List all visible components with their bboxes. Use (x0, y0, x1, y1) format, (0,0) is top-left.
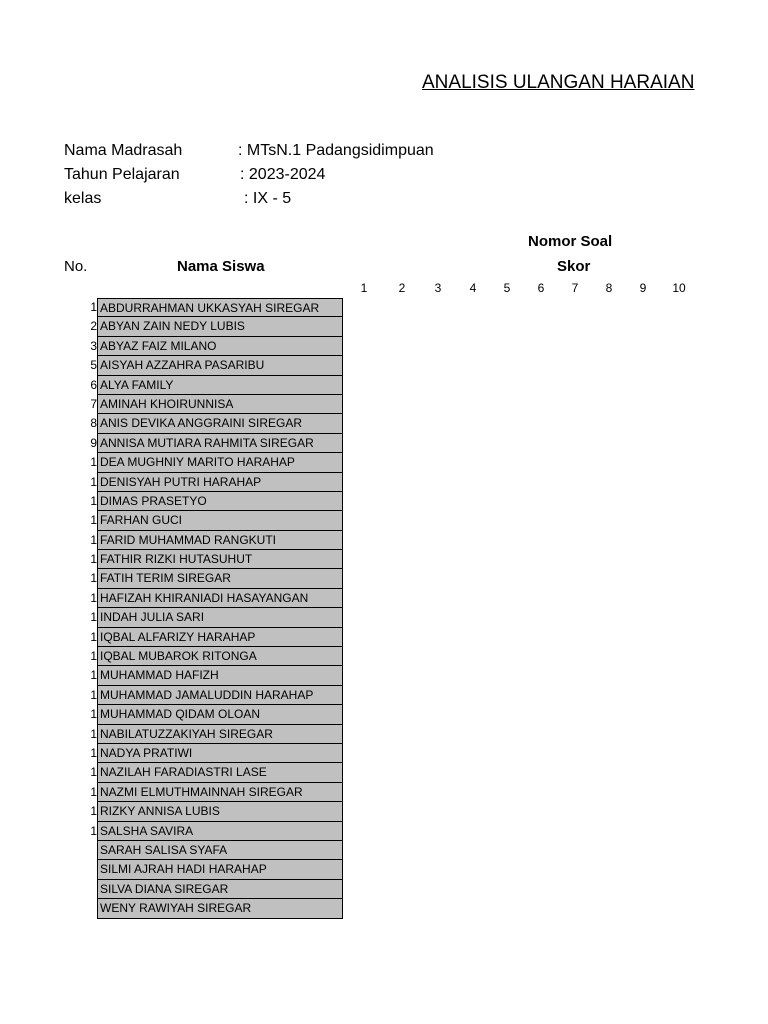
skor-header: Skor (557, 258, 591, 275)
student-row (72, 317, 345, 336)
student-name: HAFIZAH KHIRANIADI HASAYANGAN (97, 589, 343, 608)
student-name: MUHAMMAD JAMALUDDIN HARAHAP (97, 686, 343, 705)
no-header: No. (64, 258, 88, 275)
student-name: SALSHA SAVIRA (97, 822, 343, 841)
student-number (72, 841, 97, 860)
student-number: 8 (90, 416, 97, 431)
student-name: MUHAMMAD QIDAM OLOAN (97, 705, 343, 724)
kelas-label: kelas (64, 190, 102, 207)
student-row (72, 666, 345, 685)
student-row (72, 395, 345, 414)
student-number: 1 (90, 804, 97, 819)
student-row (72, 453, 345, 472)
student-name: ALYA FAMILY (97, 376, 343, 395)
student-row (72, 647, 345, 666)
student-row (72, 298, 345, 317)
student-number: 3 (90, 338, 97, 353)
student-number: 1 (90, 726, 97, 741)
question-number: 9 (639, 281, 647, 295)
student-number: 1 (90, 707, 97, 722)
student-number: 1 (90, 649, 97, 664)
student-name: AMINAH KHOIRUNNISA (97, 395, 343, 414)
student-row (72, 880, 345, 899)
student-name: DENISYAH PUTRI HARAHAP (97, 473, 343, 492)
student-name: FARHAN GUCI (97, 511, 343, 530)
question-number: 5 (503, 281, 511, 295)
student-row (72, 414, 345, 433)
tahun-value: : 2023-2024 (240, 166, 326, 183)
student-name: IQBAL MUBAROK RITONGA (97, 647, 343, 666)
student-row (72, 376, 345, 395)
student-number: 1 (90, 474, 97, 489)
student-name: WENY RAWIYAH SIREGAR (97, 899, 343, 918)
student-row (72, 822, 345, 841)
document-title: ANALISIS ULANGAN HARAIAN (422, 72, 695, 93)
student-row (72, 802, 345, 821)
student-row (72, 841, 345, 860)
student-row (72, 434, 345, 453)
student-row (72, 705, 345, 724)
student-number: 1 (90, 552, 97, 567)
student-name: DEA MUGHNIY MARITO HARAHAP (97, 453, 343, 472)
student-row (72, 473, 345, 492)
question-number: 1 (360, 281, 368, 295)
student-number: 9 (90, 435, 97, 450)
student-row (72, 608, 345, 627)
student-name: NADYA PRATIWI (97, 744, 343, 763)
student-name: NABILATUZZAKIYAH SIREGAR (97, 725, 343, 744)
student-number: 1 (90, 687, 97, 702)
student-name: SILVA DIANA SIREGAR (97, 880, 343, 899)
student-row (72, 492, 345, 511)
student-row (72, 531, 345, 550)
question-number: 3 (434, 281, 442, 295)
student-number: 1 (90, 745, 97, 760)
question-number: 4 (469, 281, 477, 295)
student-number (72, 860, 97, 879)
student-name: ANIS DEVIKA ANGGRAINI SIREGAR (97, 414, 343, 433)
question-number: 10 (672, 281, 686, 295)
student-row (72, 899, 345, 918)
student-name: INDAH JULIA SARI (97, 608, 343, 627)
student-name: ABYAZ FAIZ MILANO (97, 337, 343, 356)
student-number: 1 (90, 455, 97, 470)
student-row (72, 511, 345, 530)
tahun-label: Tahun Pelajaran (64, 166, 180, 183)
student-name: AISYAH AZZAHRA PASARIBU (97, 356, 343, 375)
student-number: 1 (90, 610, 97, 625)
student-number: 1 (90, 513, 97, 528)
student-number (72, 880, 97, 899)
student-name: NAZILAH FARADIASTRI LASE (97, 763, 343, 782)
student-row (72, 686, 345, 705)
student-list (72, 298, 345, 919)
kelas-value: : IX - 5 (244, 190, 292, 207)
question-number: 7 (571, 281, 579, 295)
student-number: 1 (90, 629, 97, 644)
student-name: FARID MUHAMMAD RANGKUTI (97, 531, 343, 550)
student-number: 1 (90, 784, 97, 799)
student-name: IQBAL ALFARIZY HARAHAP (97, 628, 343, 647)
student-row (72, 725, 345, 744)
student-name: ABDURRAHMAN UKKASYAH SIREGAR (97, 298, 343, 317)
question-number: 8 (605, 281, 613, 295)
student-number: 1 (90, 590, 97, 605)
student-number: 7 (90, 396, 97, 411)
student-name: SARAH SALISA SYAFA (97, 841, 343, 860)
student-name: RIZKY ANNISA LUBIS (97, 802, 343, 821)
student-number: 1 (90, 571, 97, 586)
student-row (72, 589, 345, 608)
student-number: 1 (90, 765, 97, 780)
student-row (72, 628, 345, 647)
student-row (72, 356, 345, 375)
student-name: DIMAS PRASETYO (97, 492, 343, 511)
student-number: 2 (90, 319, 97, 334)
student-row (72, 744, 345, 763)
student-name: FATIH TERIM SIREGAR (97, 569, 343, 588)
student-row (72, 860, 345, 879)
student-number: 1 (90, 532, 97, 547)
student-number: 1 (90, 300, 97, 314)
student-name: ABYAN ZAIN NEDY LUBIS (97, 317, 343, 336)
student-row (72, 337, 345, 356)
student-row (72, 763, 345, 782)
nama-siswa-header: Nama Siswa (177, 258, 265, 275)
student-number: 1 (90, 668, 97, 683)
question-number: 6 (537, 281, 545, 295)
student-row (72, 550, 345, 569)
madrasah-label: Nama Madrasah (64, 142, 183, 159)
student-name: SILMI AJRAH HADI HARAHAP (97, 860, 343, 879)
student-number (72, 899, 97, 918)
nomor-soal-header: Nomor Soal (528, 233, 613, 250)
student-name: FATHIR RIZKI HUTASUHUT (97, 550, 343, 569)
student-row (72, 783, 345, 802)
madrasah-value: : MTsN.1 Padangsidimpuan (238, 142, 434, 159)
student-number: 1 (90, 493, 97, 508)
student-name: ANNISA MUTIARA RAHMITA SIREGAR (97, 434, 343, 453)
student-row (72, 569, 345, 588)
question-number: 2 (398, 281, 406, 295)
student-number: 5 (90, 358, 97, 373)
student-number: 1 (90, 823, 97, 838)
student-name: MUHAMMAD HAFIZH (97, 666, 343, 685)
student-name: NAZMI ELMUTHMAINNAH SIREGAR (97, 783, 343, 802)
student-number: 6 (90, 377, 97, 392)
